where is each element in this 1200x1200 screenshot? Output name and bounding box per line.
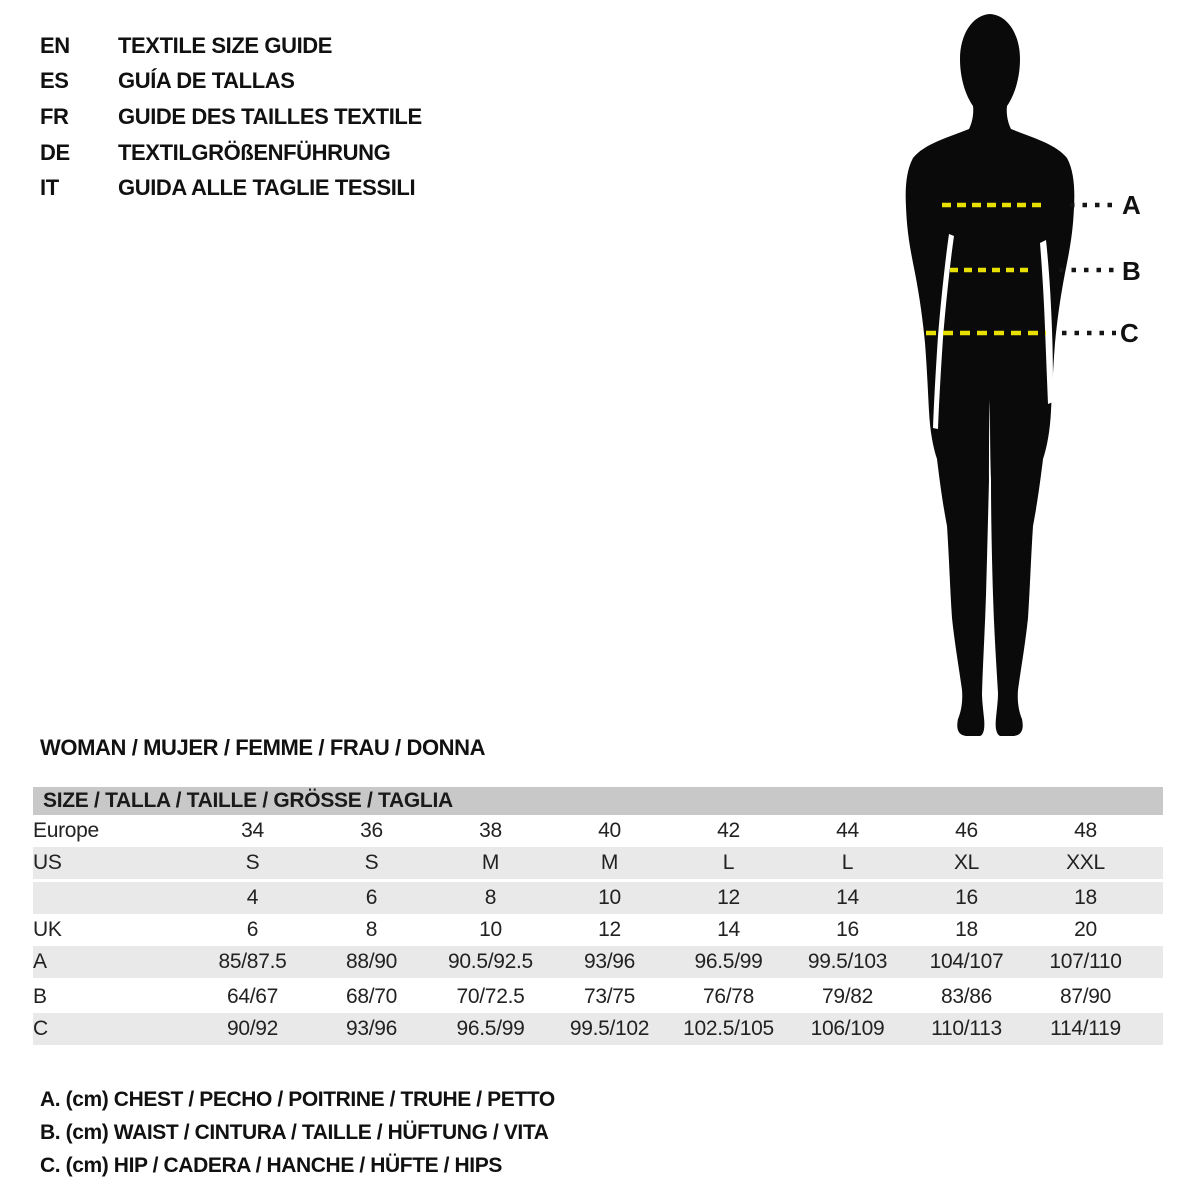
size-cell: 96.5/99 (431, 1013, 550, 1045)
language-row-fr (40, 99, 422, 135)
size-table (33, 787, 1163, 1045)
size-cell: 99.5/102 (550, 1013, 669, 1045)
filler-cell (1145, 946, 1163, 980)
size-cell: 70/72.5 (456, 985, 525, 1008)
size-cell: 73/75 (583, 985, 636, 1008)
size-cell: L (669, 847, 788, 881)
language-row-it (40, 170, 422, 206)
size-cell: 8 (365, 918, 378, 941)
legend-line-hip: C. (cm) HIP / CADERA / HANCHE / HÜFTE / HIPS (40, 1154, 502, 1177)
size-cell: 34 (241, 819, 264, 842)
language-code: EN (40, 32, 70, 58)
size-cell: 14 (717, 918, 740, 941)
filler-cell (1145, 847, 1163, 881)
size-cell: 110/113 (907, 1013, 1026, 1045)
size-cell: M (431, 847, 550, 881)
table-row-waist (33, 980, 1163, 1014)
size-cell: 48 (1074, 819, 1097, 842)
language-code: IT (40, 175, 59, 201)
measurement-figure (850, 0, 1190, 760)
measurement-legend (40, 1083, 555, 1182)
filler-cell (1145, 914, 1163, 946)
size-cell: 40 (598, 819, 621, 842)
size-cell: 6 (246, 918, 259, 941)
language-code: ES (40, 68, 69, 94)
row-label: UK (33, 918, 62, 941)
row-label (33, 881, 193, 915)
size-cell: 64/67 (226, 985, 279, 1008)
language-code: DE (40, 139, 70, 165)
language-title: GUIDA ALLE TAGLIE TESSILI (118, 175, 416, 201)
table-header-row (33, 787, 1163, 815)
table-header: SIZE / TALLA / TAILLE / GRÖSSE / TAGLIA (33, 787, 1163, 815)
size-cell: 8 (431, 881, 550, 915)
size-cell: 90.5/92.5 (431, 946, 550, 980)
size-cell: 88/90 (312, 946, 431, 980)
row-label: A (33, 946, 193, 980)
size-cell: 99.5/103 (788, 946, 907, 980)
size-cell: 10 (550, 881, 669, 915)
size-cell: 102.5/105 (669, 1013, 788, 1045)
size-cell: 85/87.5 (193, 946, 312, 980)
size-cell: L (788, 847, 907, 881)
row-label: C (33, 1013, 193, 1045)
size-cell: 10 (479, 918, 502, 941)
filler-cell (1145, 815, 1163, 847)
size-cell: 4 (193, 881, 312, 915)
size-cell: XL (907, 847, 1026, 881)
language-code: FR (40, 103, 69, 129)
size-cell: 12 (598, 918, 621, 941)
table-row-us-numeric (33, 881, 1163, 915)
size-cell: 14 (788, 881, 907, 915)
size-cell: M (550, 847, 669, 881)
table-row-uk (33, 914, 1163, 946)
row-label: Europe (33, 819, 99, 842)
size-cell: 36 (360, 819, 383, 842)
language-title: TEXTILGRÖßENFÜHRUNG (118, 139, 391, 165)
size-cell: S (193, 847, 312, 881)
marker-label-a: A (1122, 190, 1141, 220)
size-cell: 104/107 (907, 946, 1026, 980)
size-cell: 42 (717, 819, 740, 842)
language-title: GUIDE DES TAILLES TEXTILE (118, 103, 422, 129)
language-block (40, 28, 422, 206)
size-cell: 90/92 (193, 1013, 312, 1045)
size-cell: 46 (955, 819, 978, 842)
size-cell: 68/70 (345, 985, 398, 1008)
language-row-de (40, 135, 422, 171)
size-cell: 12 (669, 881, 788, 915)
marker-label-b: B (1122, 256, 1141, 286)
section-title: WOMAN / MUJER / FEMME / FRAU / DONNA (40, 735, 486, 760)
size-cell: 93/96 (312, 1013, 431, 1045)
table-row-us (33, 847, 1163, 881)
size-cell: 107/110 (1026, 946, 1145, 980)
table-row-europe (33, 815, 1163, 847)
size-cell: 93/96 (550, 946, 669, 980)
language-row-es (40, 64, 422, 100)
size-cell: 44 (836, 819, 859, 842)
size-cell: 6 (312, 881, 431, 915)
size-cell: 114/119 (1026, 1013, 1145, 1045)
row-label: US (33, 847, 193, 881)
size-cell: XXL (1026, 847, 1145, 881)
row-label: B (33, 985, 47, 1008)
marker-label-c: C (1120, 318, 1139, 348)
language-title: TEXTILE SIZE GUIDE (118, 32, 333, 58)
size-cell: 79/82 (821, 985, 874, 1008)
size-cell: 20 (1074, 918, 1097, 941)
size-cell: 83/86 (940, 985, 993, 1008)
table-row-hip (33, 1013, 1163, 1045)
table-row-chest (33, 946, 1163, 980)
language-title: GUÍA DE TALLAS (118, 68, 295, 94)
size-cell: 106/109 (788, 1013, 907, 1045)
filler-cell (1145, 1013, 1163, 1045)
legend-line-chest: A. (cm) CHEST / PECHO / POITRINE / TRUHE / PETTO (40, 1088, 555, 1111)
size-cell: 96.5/99 (669, 946, 788, 980)
size-cell: 16 (907, 881, 1026, 915)
size-cell: 87/90 (1059, 985, 1112, 1008)
language-row-en (40, 28, 422, 64)
filler-cell (1145, 980, 1163, 1014)
size-cell: S (312, 847, 431, 881)
size-cell: 16 (836, 918, 859, 941)
size-cell: 18 (955, 918, 978, 941)
size-cell: 76/78 (702, 985, 755, 1008)
legend-line-waist: B. (cm) WAIST / CINTURA / TAILLE / HÜFTUNG / VITA (40, 1121, 549, 1144)
filler-cell (1145, 881, 1163, 915)
woman-silhouette-icon (850, 0, 1190, 760)
size-cell: 38 (479, 819, 502, 842)
size-cell: 18 (1026, 881, 1145, 915)
